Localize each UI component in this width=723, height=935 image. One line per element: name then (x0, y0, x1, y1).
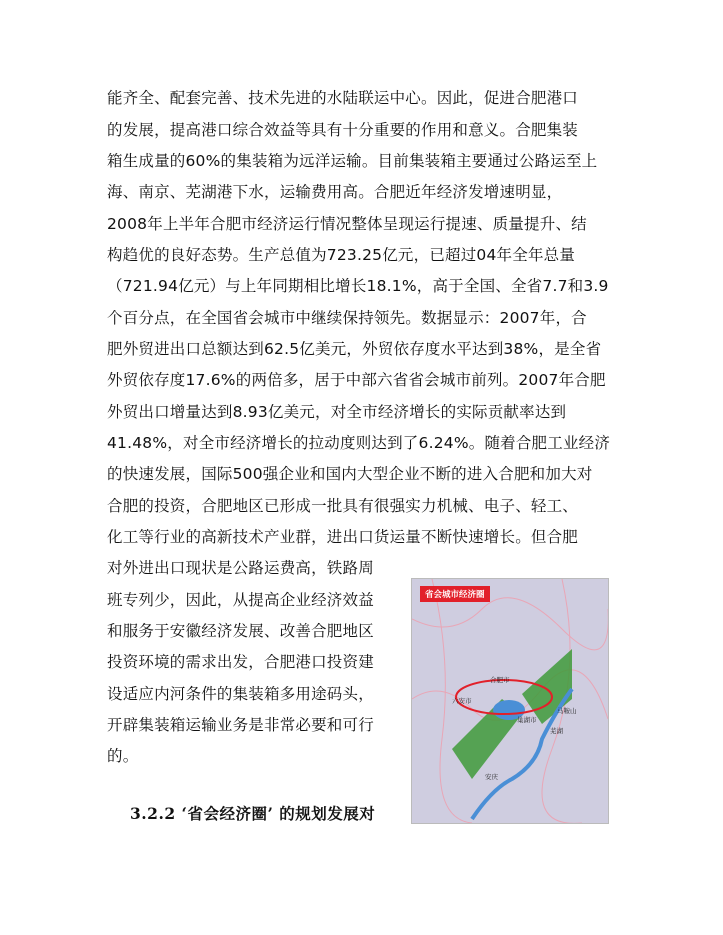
body-line: 外贸依存度17.6%的两倍多，居于中部六省省会城市前列。2007年合肥 (107, 371, 606, 389)
body-line: 设适应内河条件的集装箱多用途码头， (107, 685, 374, 703)
body-line: 化工等行业的高新技术产业群，进出口货运量不断快速增长。但合肥 (107, 528, 579, 546)
map-label-anqing: 安庆 (485, 773, 498, 781)
map-label-chaohu: 巢湖市 (517, 716, 537, 724)
body-line: 的发展，提高港口综合效益等具有十分重要的作用和意义。合肥集装 (107, 121, 579, 139)
body-line: 班专列少，因此，从提高企业经济效益 (107, 591, 374, 609)
body-line: 2008年上半年合肥市经济运行情况整体呈现运行提速、质量提升、结 (107, 215, 587, 233)
body-line: 构趋优的良好态势。生产总值为723.25亿元，已超过04年全年总量 (107, 246, 576, 264)
body-line: 的快速发展，国际500强企业和国内大型企业不断的进入合肥和加大对 (107, 465, 593, 483)
body-line: 海、南京、芜湖港下水，运输费用高。合肥近年经济发增速明显， (107, 183, 563, 201)
body-line: 合肥的投资，合肥地区已形成一批具有很强实力机械、电子、轻工、 (107, 497, 579, 515)
section-heading: 3.2.2 ‘省会经济圈’ 的规划发展对 (130, 804, 376, 823)
economic-circle-map (411, 578, 609, 824)
body-line: 箱生成量的60%的集装箱为远洋运输。目前集装箱主要通过公路运至上 (107, 152, 598, 170)
map-label-luan: 六安市 (452, 697, 472, 705)
body-line: 的。 (107, 747, 139, 765)
body-line: 个百分点，在全国省会城市中继续保持领先。数据显示：2007年，合 (107, 309, 587, 327)
body-line: 41.48%，对全市经济增长的拉动度则达到了6.24%。随着合肥工业经济 (107, 434, 611, 452)
map-label-hefei: 合肥市 (490, 676, 510, 684)
map-title: 省会城市经济圈 (420, 586, 490, 602)
map-graphic (412, 579, 608, 823)
body-line: （721.94亿元）与上年同期相比增长18.1%，高于全国、全省7.7和3.9 (107, 277, 609, 295)
body-line: 对外进出口现状是公路运费高，铁路周 (107, 559, 374, 577)
body-line: 能齐全、配套完善、技术先进的水陆联运中心。因此，促进合肥港口 (107, 89, 579, 107)
map-label-wuhu: 芜湖 (550, 727, 563, 735)
map-label-maanshan: 马鞍山 (557, 707, 577, 715)
body-line: 投资环境的需求出发，合肥港口投资建 (107, 653, 374, 671)
body-line: 外贸出口增量达到8.93亿美元，对全市经济增长的实际贡献率达到 (107, 403, 567, 421)
body-line: 开辟集装箱运输业务是非常必要和可行 (107, 716, 374, 734)
body-line: 和服务于安徽经济发展、改善合肥地区 (107, 622, 374, 640)
body-line: 肥外贸进出口总额达到62.5亿美元，外贸依存度水平达到38%，是全省 (107, 340, 602, 358)
